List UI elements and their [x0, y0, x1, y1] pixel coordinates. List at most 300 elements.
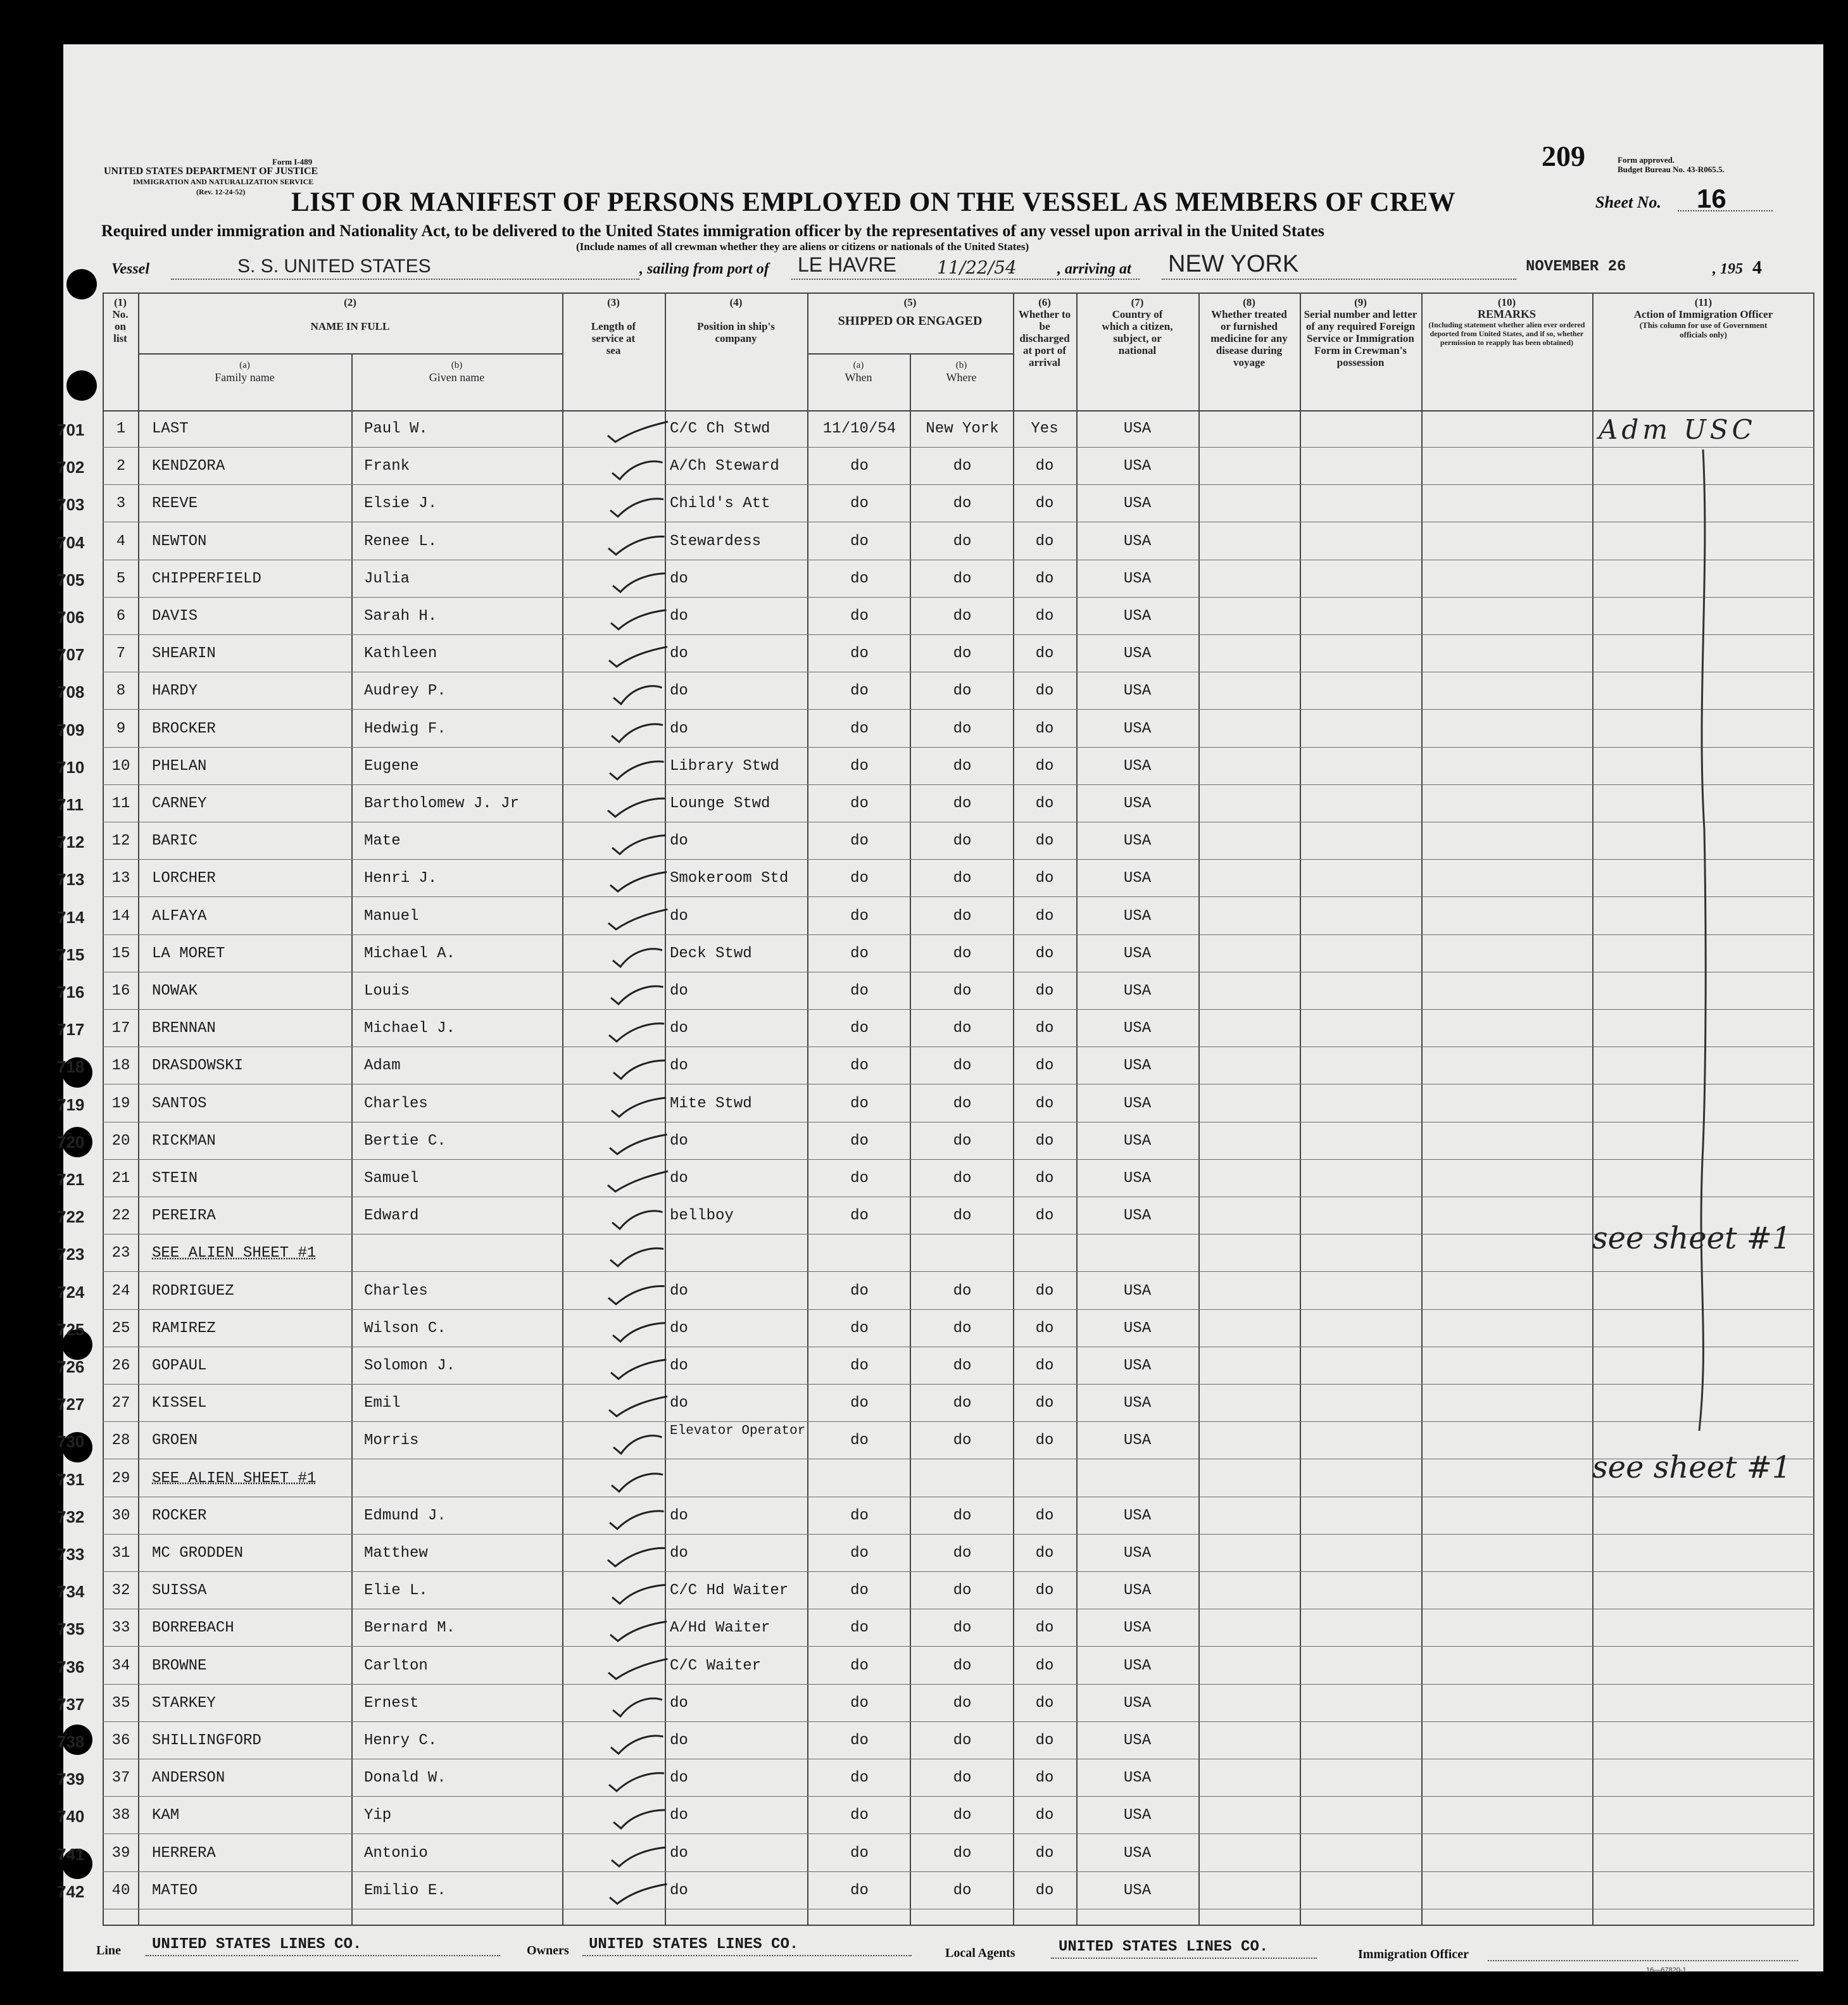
cell-when: do: [850, 1207, 869, 1225]
cell-when: do: [850, 1545, 869, 1562]
cell-position: do: [670, 1057, 688, 1075]
cell-margin: 717: [57, 1020, 85, 1040]
cell-family: STARKEY: [152, 1694, 216, 1712]
cell-country: USA: [1123, 608, 1152, 625]
cell-discharged: do: [1035, 1694, 1054, 1712]
row-rule: [103, 709, 1814, 710]
header-divider: [807, 353, 1013, 355]
cell-family: DAVIS: [152, 608, 198, 625]
cell-when: do: [850, 1057, 869, 1075]
cell-given: Julia: [364, 570, 410, 588]
cell-when: do: [850, 870, 869, 888]
cell-margin: 734: [57, 1582, 85, 1602]
cell-given: Michael J.: [364, 1020, 456, 1038]
checkmark-stroke: [610, 872, 667, 892]
cell-position: Lounge Stwd: [670, 795, 770, 812]
checkmark-icon: [582, 824, 684, 861]
cell-discharged: do: [1035, 1282, 1054, 1300]
arrival-date: NOVEMBER 26: [1526, 258, 1626, 275]
cell-discharged: do: [1035, 1507, 1054, 1524]
table-row: [57, 599, 1823, 636]
table-row: [57, 412, 1823, 449]
col10-number: (10): [1497, 296, 1516, 308]
checkmark-stroke: [608, 1659, 668, 1679]
table-row: [57, 1124, 1823, 1161]
cell-where: do: [953, 757, 972, 775]
cell-family: LA MORET: [152, 945, 225, 962]
cell-country: USA: [1123, 1095, 1152, 1112]
cell-when: do: [850, 1319, 869, 1337]
cell-country: USA: [1123, 983, 1152, 1000]
cell-margin: 703: [57, 495, 85, 515]
col5b-label: Where: [946, 371, 977, 384]
col2a-label: Family name: [215, 371, 275, 384]
checkmark-stroke: [610, 499, 663, 517]
cell-given: Renee L.: [364, 532, 437, 550]
col5b-number: (b): [955, 360, 967, 370]
line-label: Line: [96, 1944, 121, 1958]
vessel-line: [171, 279, 639, 280]
cell-no: 39: [111, 1844, 130, 1862]
table-row: [57, 899, 1823, 936]
cell-when: 11/10/54: [822, 420, 896, 437]
table-row: [57, 1386, 1823, 1423]
checkmark-icon: [582, 1836, 684, 1873]
row-rule: [103, 447, 1814, 448]
cell-no: 10: [111, 757, 130, 775]
table-row: [57, 936, 1823, 974]
cell-discharged: do: [1035, 870, 1054, 888]
cell-margin: 739: [57, 1769, 85, 1789]
cell-family: BORREBACH: [152, 1619, 234, 1637]
col9-label: Serial number and letter of any required Foreign Service or Immigration Form in Crewman's possession: [1304, 308, 1417, 368]
cell-no: 2: [116, 458, 126, 475]
cell-given: Eugene: [364, 757, 419, 775]
crew-rows: [57, 412, 1823, 1926]
cell-discharged: do: [1035, 1769, 1054, 1787]
row-rule: [103, 1271, 1814, 1272]
cell-given: Yip: [364, 1807, 392, 1825]
cell-given: Emilio E.: [364, 1882, 446, 1899]
officer-label: Immigration Officer: [1358, 1947, 1469, 1961]
cell-family: BARIC: [152, 833, 198, 850]
cell-given: Louis: [364, 983, 410, 1000]
cell-discharged: do: [1035, 1619, 1054, 1637]
table-row: [57, 1348, 1823, 1386]
checkmark-icon: [582, 712, 684, 749]
cell-margin: 733: [57, 1545, 85, 1564]
row-rule: [103, 484, 1814, 485]
cell-where: do: [953, 495, 972, 513]
cell-where: do: [953, 1694, 972, 1712]
row-rule: [103, 747, 1814, 748]
row-rule: [103, 1159, 1814, 1160]
cell-family: BRENNAN: [152, 1020, 216, 1038]
cell-margin: 725: [57, 1319, 85, 1339]
table-row: [57, 636, 1823, 674]
cell-margin: 719: [57, 1095, 85, 1114]
col10-note: (Including statement whether alien ever ordered deported from United States, and if so, whether permission to reapply has been obtained): [1428, 320, 1585, 347]
cell-given: Carlton: [364, 1657, 428, 1675]
cell-where: do: [953, 570, 972, 588]
cell-position: Deck Stwd: [670, 945, 752, 962]
cell-margin: 711: [57, 795, 84, 814]
cell-position: do: [670, 720, 688, 738]
table-row: [57, 1686, 1823, 1723]
subtitle: Required under immigration and Nationality Act, to be delivered to the United States immigration officer by the representatives of any vessel upon arrival in the United States: [101, 222, 1324, 240]
cell-family: MATEO: [152, 1882, 198, 1899]
checkmark-icon: [582, 1761, 684, 1798]
cell-given: Elsie J.: [364, 495, 437, 513]
cell-given: Manuel: [364, 907, 419, 925]
checkmark-stroke: [609, 1397, 667, 1416]
cell-country: USA: [1123, 458, 1152, 475]
cell-country: USA: [1123, 1582, 1152, 1600]
form-approved: Form approved.: [1618, 155, 1675, 165]
table-row: [57, 1461, 1823, 1499]
agents-underline: [1051, 1958, 1317, 1959]
cell-no: 18: [111, 1057, 130, 1075]
cell-country: USA: [1123, 1395, 1152, 1412]
cell-country: USA: [1123, 1882, 1152, 1899]
cell-no: 5: [116, 570, 126, 588]
cell-where: do: [953, 1357, 972, 1374]
cell-no: 20: [111, 1132, 130, 1150]
cell-country: USA: [1123, 1769, 1152, 1787]
cell-no: 11: [111, 795, 130, 812]
year-prefix: , 195: [1713, 261, 1743, 277]
cell-discharged: do: [1035, 1732, 1054, 1749]
cell-family: CHIPPERFIELD: [152, 570, 261, 588]
cell-position: do: [670, 1395, 688, 1412]
cell-where: do: [953, 1319, 972, 1337]
cell-given: Samuel: [364, 1170, 419, 1187]
cell-position: do: [670, 1732, 688, 1749]
cell-no: 31: [111, 1545, 130, 1562]
cell-when: do: [850, 1282, 869, 1300]
checkmark-icon: [582, 1573, 684, 1611]
cell-discharged: do: [1035, 1395, 1054, 1412]
row-rule: [103, 634, 1814, 635]
cell-when: do: [850, 570, 869, 588]
checkmark-icon: [582, 1124, 684, 1161]
checkmark-stroke: [612, 724, 663, 741]
cell-position: do: [670, 570, 688, 588]
cell-country: USA: [1123, 1732, 1152, 1749]
cell-margin: 713: [57, 870, 85, 889]
cell-when: do: [850, 1095, 869, 1112]
cell-no: 14: [111, 907, 130, 925]
cell-when: do: [850, 945, 869, 962]
table-row: [57, 449, 1823, 486]
checkmark-icon: [582, 749, 684, 786]
cell-given: Audrey P.: [364, 682, 446, 700]
cell-where: do: [953, 1282, 972, 1300]
cell-margin: 720: [57, 1132, 85, 1152]
cell-family: BROWNE: [152, 1657, 207, 1675]
cell-country: USA: [1123, 1207, 1152, 1225]
cell-given: Elie L.: [364, 1582, 428, 1600]
table-row: [57, 1649, 1823, 1686]
cell-when: do: [850, 1694, 869, 1712]
table-row: [57, 1311, 1823, 1348]
row-rule: [103, 1384, 1814, 1385]
cell-position: C/C Ch Stwd: [670, 420, 770, 437]
checkmark-icon: [582, 1649, 684, 1686]
cell-given: Charles: [364, 1095, 428, 1112]
cell-no: 32: [111, 1582, 130, 1600]
cell-family: NEWTON: [152, 532, 207, 550]
cell-position: A/Ch Steward: [670, 458, 779, 475]
cell-no: 35: [111, 1694, 130, 1712]
cell-when: do: [850, 1882, 869, 1899]
checkmark-icon: [582, 636, 684, 674]
cell-given: Frank: [364, 458, 410, 475]
cell-position: do: [670, 1357, 688, 1374]
cell-where: do: [953, 1769, 972, 1787]
cell-position: Elevator Operator: [670, 1424, 806, 1439]
cell-position: do: [670, 983, 688, 1000]
checkmark-stroke: [612, 1211, 663, 1229]
cell-when: do: [850, 532, 869, 550]
cell-no: 24: [111, 1282, 130, 1300]
cell-no: 37: [111, 1769, 130, 1787]
sailing-label: , sailing from port of: [639, 261, 769, 277]
col5-label: SHIPPED OR ENGAGED: [838, 314, 983, 328]
department-name: UNITED STATES DEPARTMENT OF JUSTICE: [104, 166, 318, 177]
cell-position: Smokeroom Std: [670, 870, 789, 888]
cell-discharged: do: [1035, 1545, 1054, 1562]
cell-given: Wilson C.: [364, 1319, 446, 1337]
cell-margin: 721: [57, 1170, 85, 1189]
cell-no: 12: [111, 833, 130, 850]
checkmark-stroke: [613, 1699, 662, 1716]
checkmark-stroke: [608, 909, 668, 929]
row-rule: [103, 1309, 1814, 1310]
line-value: UNITED STATES LINES CO.: [152, 1936, 362, 1953]
cell-when: do: [850, 795, 869, 812]
cell-where: do: [953, 1132, 972, 1150]
col3-label: Length of service at sea: [591, 320, 636, 356]
cell-discharged: do: [1035, 833, 1054, 850]
cell-position: do: [670, 1769, 688, 1787]
service-name: IMMIGRATION AND NATURALIZATION SERVICE: [133, 177, 314, 186]
cell-where: do: [953, 720, 972, 738]
cell-discharged: do: [1035, 1357, 1054, 1374]
table-row: [57, 1011, 1823, 1048]
cell-margin: 736: [57, 1657, 85, 1676]
cell-discharged: do: [1035, 1132, 1054, 1150]
cell-country: USA: [1123, 1170, 1152, 1187]
table-row: [57, 1236, 1823, 1273]
col5-number: (5): [903, 296, 917, 308]
checkmark-stroke: [609, 647, 667, 667]
cell-country: USA: [1123, 870, 1152, 888]
cell-given: Matthew: [364, 1545, 428, 1562]
cell-discharged: do: [1035, 645, 1054, 663]
table-row: [57, 1499, 1823, 1536]
cell-no: 36: [111, 1732, 130, 1749]
cell-discharged: do: [1035, 720, 1054, 738]
cell-where: do: [953, 608, 972, 625]
see-sheet-annotation: see sheet #1: [1592, 1221, 1792, 1256]
cell-family: SHEARIN: [152, 645, 216, 663]
cell-position: do: [670, 608, 688, 625]
cell-margin: 724: [57, 1282, 85, 1302]
checkmark-stroke: [612, 462, 663, 479]
cell-country: USA: [1123, 495, 1152, 513]
checkmark-stroke: [612, 1585, 666, 1604]
cell-country: USA: [1123, 757, 1152, 775]
table-row: [57, 1198, 1823, 1236]
cell-margin: 742: [57, 1882, 85, 1901]
cell-position: Mite Stwd: [670, 1095, 752, 1112]
checkmark-icon: [582, 899, 684, 936]
checkmark-stroke: [610, 1511, 664, 1529]
cell-no: 27: [111, 1395, 130, 1412]
officer-signature-line: [1488, 1960, 1798, 1961]
cell-position: A/Hd Waiter: [670, 1619, 770, 1637]
table-row: [57, 1723, 1823, 1761]
cell-country: USA: [1123, 570, 1152, 588]
cell-given: Sarah H.: [364, 608, 437, 625]
table-row: [57, 824, 1823, 861]
cell-discharged: do: [1035, 1844, 1054, 1862]
col11-note: (This column for use of Government officials only): [1639, 320, 1768, 339]
agents-value: UNITED STATES LINES CO.: [1059, 1939, 1269, 1956]
checkmark-icon: [582, 1536, 684, 1573]
table-row: [57, 1274, 1823, 1311]
cell-country: USA: [1123, 1057, 1152, 1075]
print-code: 16—67820-1: [1646, 1966, 1687, 1974]
cell-country: USA: [1123, 1020, 1152, 1038]
cell-country: USA: [1123, 1807, 1152, 1825]
cell-where: do: [953, 682, 972, 700]
cell-when: do: [850, 682, 869, 700]
cell-no: 25: [111, 1319, 130, 1337]
cell-no: 21: [111, 1170, 130, 1187]
cell-where: do: [953, 1095, 972, 1112]
cell-position: Child's Att: [670, 495, 770, 513]
cell-country: USA: [1123, 645, 1152, 663]
cell-country: USA: [1123, 1507, 1152, 1524]
checkmark-stroke: [608, 1286, 665, 1304]
table-row: [57, 1798, 1823, 1835]
cell-position: do: [670, 1170, 688, 1187]
checkmark-stroke: [610, 1248, 663, 1266]
form-revision: (Rev. 12-24-52): [196, 187, 246, 196]
owners-label: Owners: [527, 1944, 569, 1958]
checkmark-icon: [582, 1873, 684, 1911]
punch-hole: [66, 370, 97, 401]
cell-given: Emil: [364, 1395, 401, 1412]
col11-number: (11): [1694, 296, 1713, 308]
cell-discharged: do: [1035, 1582, 1054, 1600]
cell-family: KENDZORA: [152, 458, 225, 475]
col7-number: (7): [1131, 296, 1144, 308]
checkmark-stroke: [608, 798, 665, 817]
page-number: 209: [1542, 140, 1585, 172]
cell-when: do: [850, 1732, 869, 1749]
vessel-name: S. S. UNITED STATES: [237, 256, 431, 277]
cell-country: USA: [1123, 1844, 1152, 1862]
cell-given: Hedwig F.: [364, 720, 446, 738]
cell-when: do: [850, 608, 869, 625]
table-row: [57, 1423, 1823, 1461]
row-rule: [103, 1833, 1814, 1834]
checkmark-icon: [582, 1461, 684, 1499]
row-rule: [103, 1684, 1814, 1685]
cell-margin: 716: [57, 983, 85, 1002]
cell-discharged: do: [1035, 757, 1054, 775]
cell-no: 8: [116, 682, 126, 700]
cell-given: Ernest: [364, 1694, 419, 1712]
cell-no: 22: [111, 1207, 130, 1225]
year-suffix: 4: [1752, 257, 1762, 278]
cell-position: do: [670, 1844, 688, 1862]
cell-no: 38: [111, 1807, 130, 1825]
cell-margin: 714: [57, 907, 85, 927]
cell-country: USA: [1123, 1694, 1152, 1712]
cell-margin: 731: [57, 1469, 85, 1489]
cell-where: do: [953, 1844, 972, 1862]
cell-family: GROEN: [152, 1432, 198, 1450]
row-rule: [103, 896, 1814, 897]
cell-given: Henry C.: [364, 1732, 437, 1749]
cell-where: do: [953, 1657, 972, 1675]
cell-when: do: [850, 1507, 869, 1524]
checkmark-icon: [582, 1011, 684, 1048]
cell-country: USA: [1123, 720, 1152, 738]
cell-position: C/C Waiter: [670, 1657, 762, 1675]
checkmark-stroke: [609, 1773, 664, 1791]
cell-position: do: [670, 1319, 688, 1337]
cell-given: Antonio: [364, 1844, 428, 1862]
checkmark-stroke: [608, 536, 665, 555]
cell-where: do: [953, 1545, 972, 1562]
row-rule: [103, 1046, 1814, 1047]
checkmark-stroke: [613, 1060, 665, 1079]
cell-family: CARNEY: [152, 795, 207, 812]
cell-no: 29: [111, 1469, 130, 1487]
cell-country: USA: [1123, 1619, 1152, 1637]
cell-when: do: [850, 1395, 869, 1412]
table-row: [57, 1161, 1823, 1198]
row-rule: [103, 1421, 1814, 1422]
cell-given: Mate: [364, 833, 401, 850]
cell-country: USA: [1123, 833, 1152, 850]
cell-no: 40: [111, 1882, 130, 1899]
checkmark-stroke: [613, 1810, 665, 1828]
cell-discharged: do: [1035, 1432, 1054, 1450]
line-underline: [146, 1955, 500, 1956]
row-rule: [103, 1234, 1814, 1235]
cell-where: do: [953, 1395, 972, 1412]
col9-number: (9): [1354, 296, 1367, 308]
col2b-label: Given name: [429, 371, 485, 384]
cell-margin: 709: [57, 720, 85, 739]
checkmark-icon: [582, 1236, 684, 1273]
cell-when: do: [850, 757, 869, 775]
cell-where: do: [953, 1020, 972, 1038]
cell-discharged: do: [1035, 1057, 1054, 1075]
checkmark-icon: [582, 1499, 684, 1536]
col2b-number: (b): [451, 360, 463, 370]
cell-margin: 710: [57, 757, 85, 777]
cell-margin: 738: [57, 1732, 85, 1751]
cell-margin: 735: [57, 1619, 85, 1639]
cell-no: 9: [116, 720, 126, 738]
